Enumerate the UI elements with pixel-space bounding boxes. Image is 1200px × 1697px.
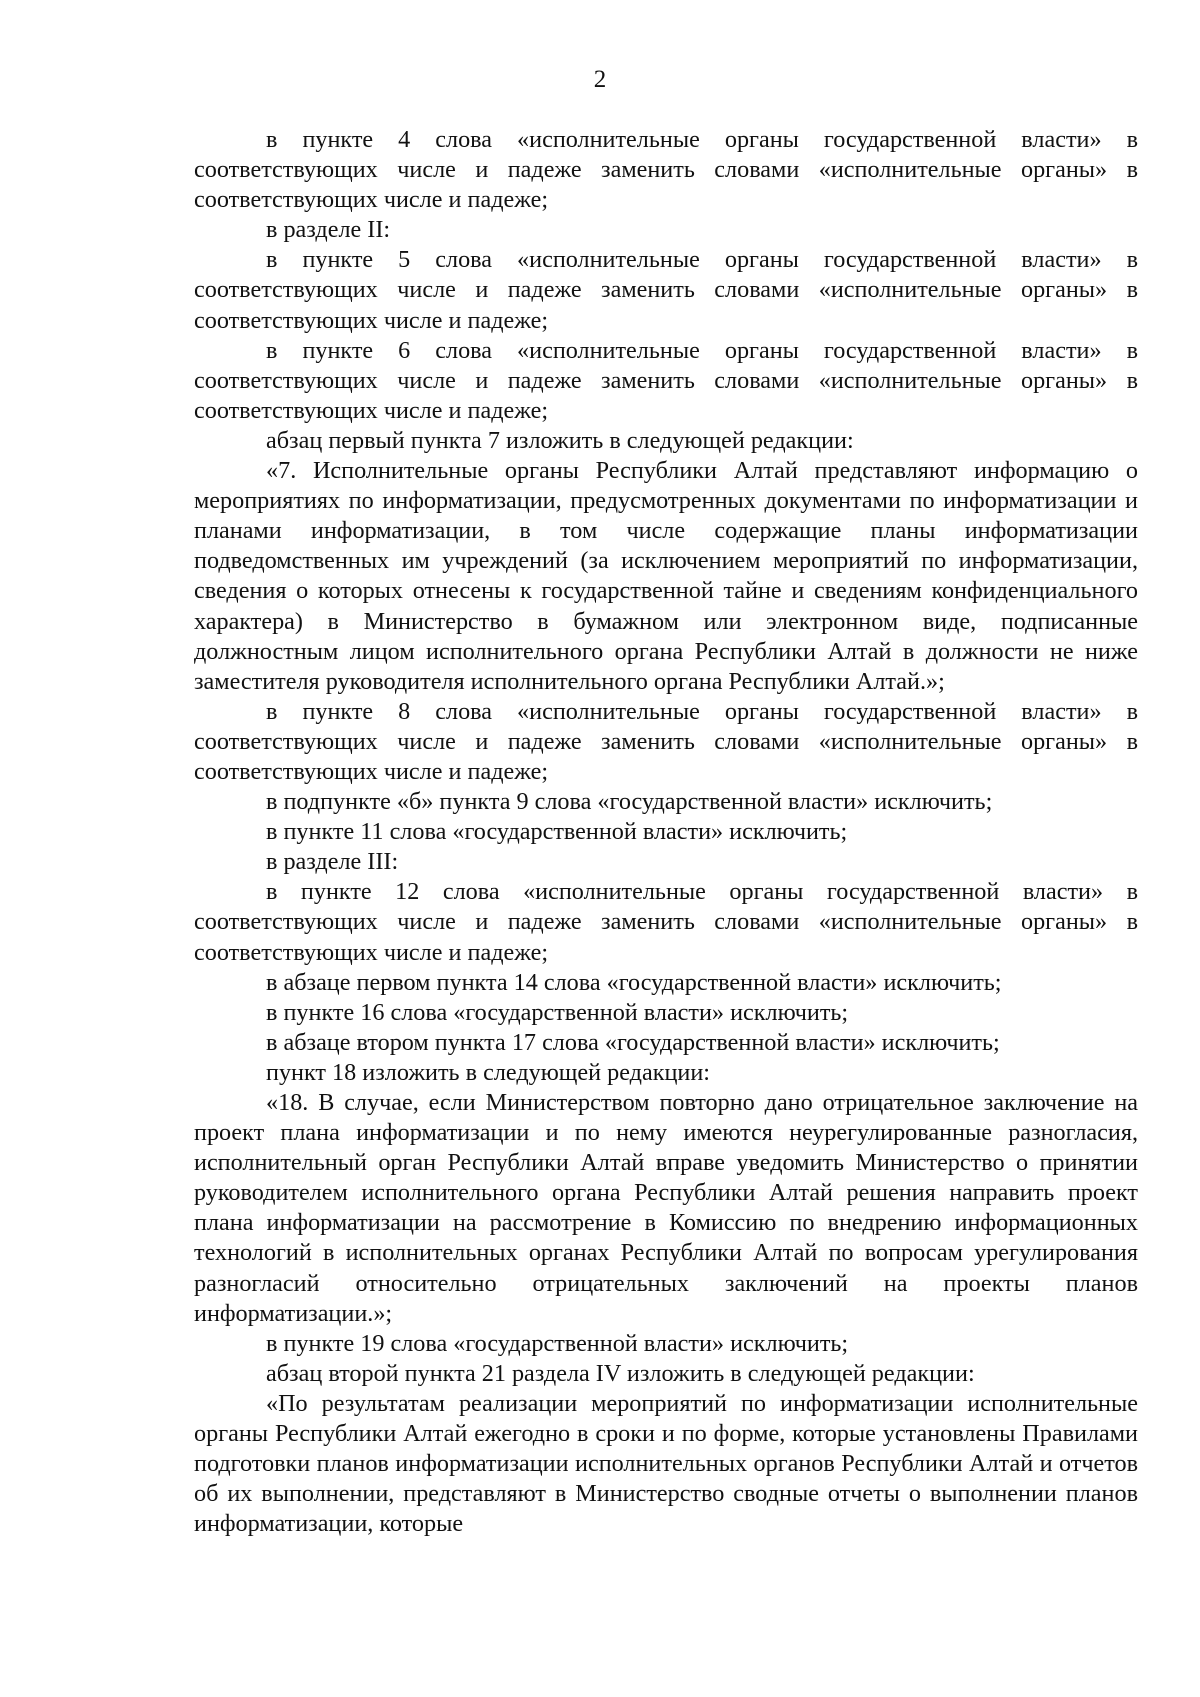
paragraph-item-6: в пункте 6 слова «исполнительные органы государственной власти» в соответствующих числе и падеже заменить словами «исполнительные органы» в соответствующих числе и падеже; xyxy=(194,336,1138,424)
paragraph-item-7-text: «7. Исполнительные органы Республики Алтай представляют информацию о мероприятиях по информатизации, предусмотренных документами по информатизации и планами информатизации, в том числе содержащие планы информатизации подведомственных им учреждений (за исключением мероприятий по информатизации, сведения о которых отнесены к государственной тайне и сведениям конфиденциального характера) в Министерство в бумажном или электронном виде, подписанные должностным лицом исполнительного органа Республики Алтай в должности не ниже заместителя руководителя исполнительного органа Республики Алтай.»; xyxy=(194,457,1138,695)
document-body xyxy=(194,125,1138,1539)
paragraph-item-19: в пункте 19 слова «государственной власти» исключить; xyxy=(266,1329,849,1357)
paragraph-item-21-intro: абзац второй пункта 21 раздела IV изложить в следующей редакции: xyxy=(266,1359,975,1387)
paragraph-item-17: в абзаце втором пункта 17 слова «государственной власти» исключить; xyxy=(266,1028,1000,1056)
paragraph-section-3: в разделе III: xyxy=(266,848,399,876)
paragraph-item-5: в пункте 5 слова «исполнительные органы государственной власти» в соответствующих числе и падеже заменить словами «исполнительные органы» в соответствующих числе и падеже; xyxy=(194,246,1138,334)
paragraph-item-14: в абзаце первом пункта 14 слова «государственной власти» исключить; xyxy=(266,968,1002,996)
paragraph-item-4: в пункте 4 слова «исполнительные органы государственной власти» в соответствующих числе и падеже заменить словами «исполнительные органы» в соответствующих числе и падеже; xyxy=(194,126,1138,214)
paragraph-item-8: в пункте 8 слова «исполнительные органы государственной власти» в соответствующих числе и падеже заменить словами «исполнительные органы» в соответствующих числе и падеже; xyxy=(194,697,1138,785)
paragraph-item-21-text: «По результатам реализации мероприятий по информатизации исполнительные органы Республики Алтай ежегодно в сроки и по форме, которые установлены Правилами подготовки планов информатизации исполнительных органов Республики Алтай и отчетов об их выполнении, представляют в Министерство сводные отчеты о выполнении планов информатизации, которые xyxy=(194,1389,1138,1538)
paragraph-item-18-intro: пункт 18 изложить в следующей редакции: xyxy=(266,1058,710,1086)
paragraph-section-2: в разделе II: xyxy=(266,216,391,244)
paragraph-item-12: в пункте 12 слова «исполнительные органы государственной власти» в соответствующих числе и падеже заменить словами «исполнительные органы» в соответствующих числе и падеже; xyxy=(194,878,1138,966)
paragraph-item-16: в пункте 16 слова «государственной власти» исключить; xyxy=(266,998,849,1026)
paragraph-item-7-intro: абзац первый пункта 7 изложить в следующей редакции: xyxy=(266,426,854,454)
paragraph-item-9: в подпункте «б» пункта 9 слова «государственной власти» исключить; xyxy=(266,788,993,816)
page-number: 2 xyxy=(593,66,607,93)
paragraph-item-18-text: «18. В случае, если Министерством повторно дано отрицательное заключение на проект плана информатизации и по нему имеются неурегулированные разногласия, исполнительный орган Республики Алтай вправе уведомить Министерство о принятии руководителем исполнительного органа Республики Алтай решения направить проект плана информатизации на рассмотрение в Комиссию по внедрению информационных технологий в исполнительных органах Республики Алтай по вопросам урегулирования разногласий относительно отрицательных заключений на проекты планов информатизации.»; xyxy=(194,1089,1138,1327)
paragraph-item-11: в пункте 11 слова «государственной власти» исключить; xyxy=(266,818,848,846)
